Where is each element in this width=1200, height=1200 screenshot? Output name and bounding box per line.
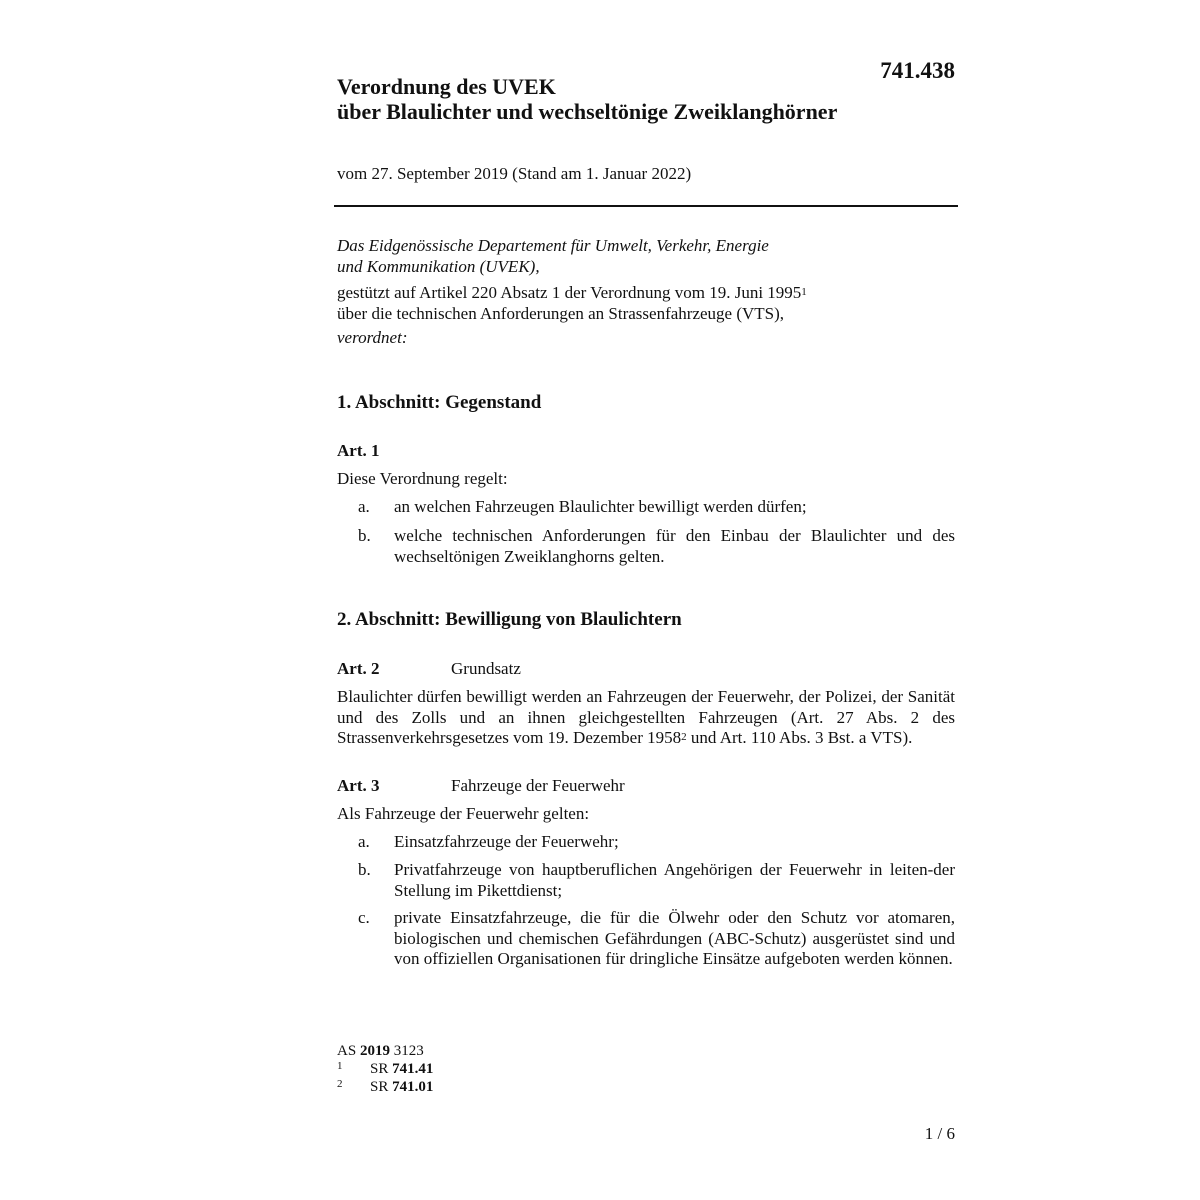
header-divider	[334, 205, 958, 207]
as-year: 2019	[359, 1043, 390, 1059]
footnote-1-number: 1	[337, 1060, 343, 1072]
section-2-heading: 2. Abschnitt: Bewilligung von Blaulichtern	[337, 609, 682, 630]
authority-line-2: und Kommunikation (UVEK),	[337, 256, 540, 276]
basis-line-2: über die technischen Anforderungen an Strassenfahrzeuge (VTS),	[337, 303, 785, 323]
footnote-1-prefix: SR	[370, 1061, 389, 1077]
as-prefix: AS	[337, 1043, 357, 1059]
art-2-label: Art. 2	[337, 659, 380, 678]
art-3-item-c-text: private Einsatzfahrzeuge, die für die Ölwehr oder den Schutz vor atomaren, biologischen und chemischen Gefährdungen (ABC-Schutz) ausgerüstet sind und von offiziellen Organisationen für dringliche Einsätze aufgeboten werden können.	[394, 908, 955, 968]
art-1-item-b-letter: b.	[358, 526, 371, 545]
art-1-label: Art. 1	[337, 441, 380, 460]
date-line: vom 27. September 2019 (Stand am 1. Januar 2022)	[337, 164, 692, 183]
footnote-1-ref[interactable]: 741.41	[392, 1061, 434, 1077]
art-3-title: Fahrzeuge der Feuerwehr	[451, 776, 625, 795]
page-number: 1 / 6	[924, 1124, 955, 1143]
footnote-2	[337, 1078, 434, 1096]
art-3-item-a-text: Einsatzfahrzeuge der Feuerwehr;	[394, 832, 619, 851]
preamble-authority	[337, 236, 769, 277]
art-3-label: Art. 3	[337, 776, 380, 795]
art-3-item-a-letter: a.	[358, 832, 370, 851]
art-2-text-part-1: Blaulichter dürfen bewilligt werden an Fahrzeugen der Feuerwehr, der Polizei, der Sanität und des Zolls und an ihnen gleichgestellten Fahrzeugen (Art. 27 Abs. 2 des Strassenverkehrsgesetzes vom 19. Dezember 1958	[337, 687, 955, 747]
basis-text: gestützt auf Artikel 220 Absatz 1 der Verordnung vom 19. Juni 1995	[337, 283, 802, 302]
art-1-item-a-letter: a.	[358, 497, 370, 516]
section-1-heading: 1. Abschnitt: Gegenstand	[337, 392, 542, 413]
document-title	[337, 74, 837, 124]
decree-word: verordnet:	[337, 328, 408, 347]
footnote-ref-1[interactable]: 1	[801, 286, 807, 298]
art-2-text	[337, 687, 955, 749]
art-1-item-b-text: welche technischen Anforderungen für den Einbau der Blaulichter und des wechseltönigen Zweiklanghorns gelten.	[394, 526, 955, 566]
footnote-2-ref[interactable]: 741.01	[392, 1079, 434, 1095]
as-page: 3123	[393, 1043, 424, 1059]
footnote-2-text	[370, 1079, 433, 1096]
art-1-item-a-text: an welchen Fahrzeugen Blaulichter bewilligt werden dürfen;	[394, 497, 807, 516]
preamble-basis	[337, 283, 807, 324]
footnote-ref-2[interactable]: 2	[681, 731, 687, 743]
art-2-text-part-2: und Art. 110 Abs. 3 Bst. a VTS).	[686, 728, 913, 747]
art-3-item-b-text: Privatfahrzeuge von hauptberuflichen Angehörigen der Feuerwehr in leiten-der Stellung im Pikettdienst;	[394, 860, 955, 900]
footnote-1-text	[370, 1061, 433, 1078]
art-3-intro: Als Fahrzeuge der Feuerwehr gelten:	[337, 804, 590, 823]
art-3-item-c-letter: c.	[358, 908, 370, 927]
as-reference	[337, 1043, 424, 1060]
art-2-title: Grundsatz	[451, 659, 521, 678]
basis-line-1	[337, 283, 807, 304]
sr-number: 741.438	[880, 58, 955, 83]
art-3-item-b-letter: b.	[358, 860, 371, 879]
footnote-2-prefix: SR	[370, 1079, 389, 1095]
footnote-1	[337, 1060, 434, 1078]
footnote-2-number: 2	[337, 1078, 343, 1090]
art-1-intro: Diese Verordnung regelt:	[337, 469, 508, 488]
title-line-2: über Blaulichter und wechseltönige Zweiklanghörner	[337, 99, 838, 124]
title-line-1: Verordnung des UVEK	[337, 74, 556, 99]
authority-line-1: Das Eidgenössische Departement für Umwelt, Verkehr, Energie	[337, 236, 769, 255]
